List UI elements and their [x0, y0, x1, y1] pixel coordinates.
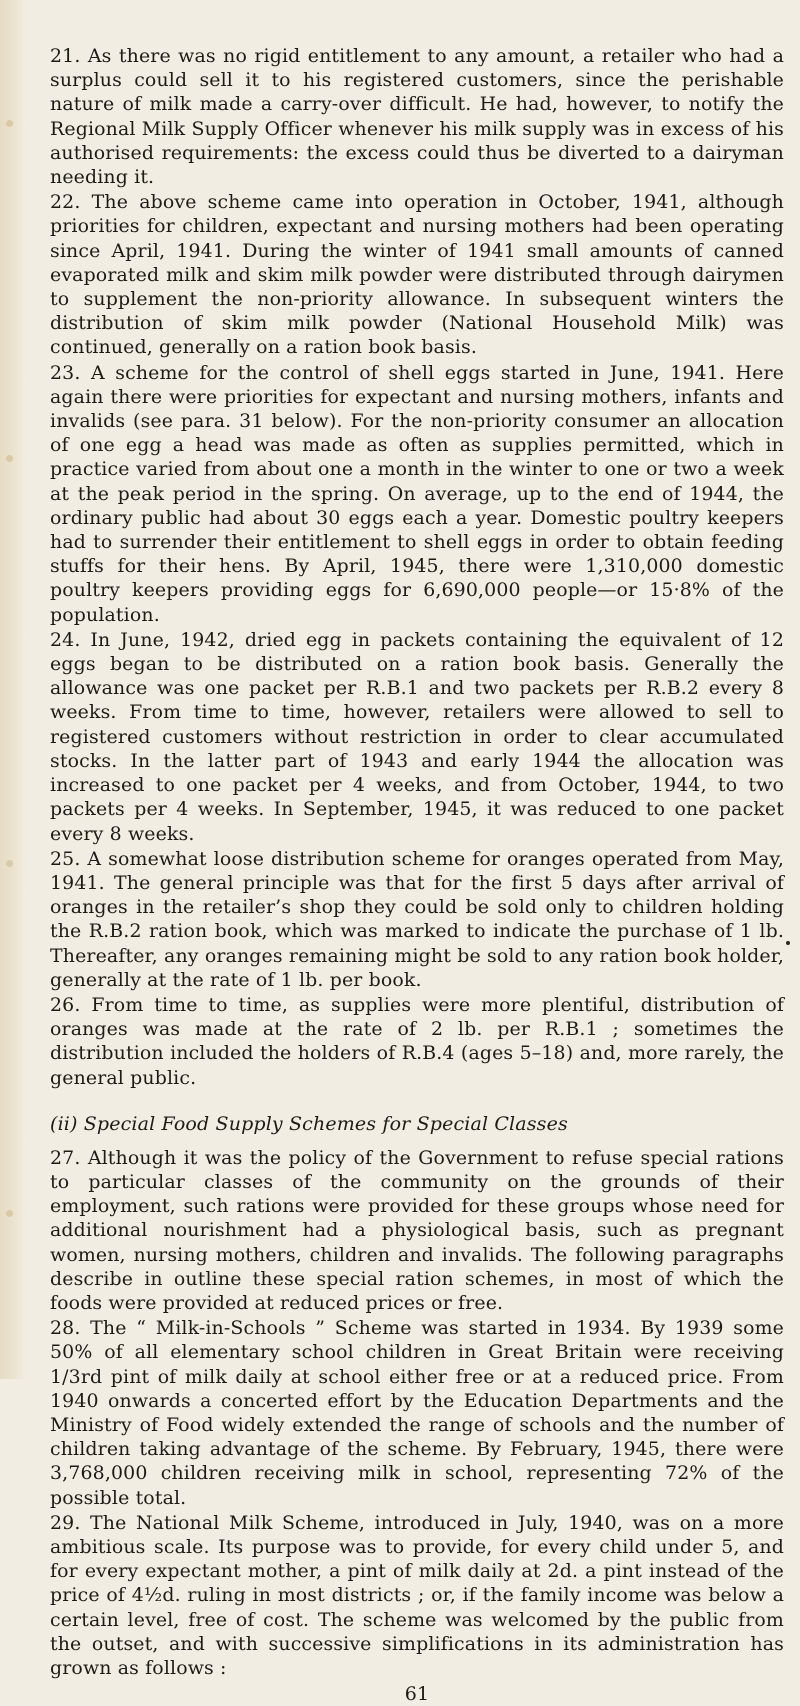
paragraph-24: 24. In June, 1942, dried egg in packets containing the equivalent of 12 eggs began to be distributed on a ration book basis. Generally the allowance was one packet per R.B.1 and two packets per R.B.2 every 8 weeks. From time to time, however, retailers were allowed to sell to registered customers without restriction in order to clear accumulated stocks. In the latter part of 1943 and early 1944 the allocation was increased to one packet per 4 weeks, and from October, 1944, to two packets per 4 weeks. In September, 1945, it was reduced to one packet every 8 weeks. [50, 628, 784, 845]
paper-spot [6, 120, 13, 127]
paragraph-26: 26. From time to time, as supplies were more plentiful, distribution of oranges was made at the rate of 2 lb. per R.B.1 ; sometimes the distribution included the holders of R.B.4 (ages 5–18) and, more rarely, the general public. [50, 993, 784, 1089]
ink-mark [786, 941, 790, 945]
paragraph-21: 21. As there was no rigid entitlement to any amount, a retailer who had a surplus could sell it to his registered customers, since the perishable nature of milk made a carry-over difficult. He had, however, to notify the Regional Milk Supply Officer whenever his milk supply was in excess of his authorised requirements: the excess could thus be diverted to a dairyman needing it. [50, 45, 784, 189]
paragraph-22: 22. The above scheme came into operation in October, 1941, although priorities for children, expectant and nursing mothers had been operating since April, 1941. During the winter of 1941 small amounts of canned evaporated milk and skim milk powder were distributed through dairymen to supplement the non-priority allowance. In subsequent winters the distribution of skim milk powder (National Household Milk) was continued, generally on a ration book basis. [50, 191, 784, 359]
page-binding-edge [0, 0, 26, 1379]
page-number: 61 [404, 1683, 430, 1706]
paragraph-28: 28. The “ Milk-in-Schools ” Scheme was started in 1934. By 1939 some 50% of all elementary school children in Great Britain were receiving 1/3rd pint of milk daily at school either free or at a reduced price. From 1940 onwards a concerted effort by the Education Departments and the Ministry of Food widely extended the range of schools and the number of children taking advantage of the scheme. By February, 1945, there were 3,768,000 children receiving milk in school, representing 72% of the possible total. [50, 1317, 784, 1509]
page-body [50, 44, 784, 1706]
section-heading: (ii) Special Food Supply Schemes for Special Classes [50, 1112, 568, 1135]
paragraph-27: 27. Although it was the policy of the Government to refuse special rations to particular classes of the community on the grounds of their employment, such rations were provided for these groups whose need for additional nourishment had a physiological basis, such as pregnant women, nursing mothers, children and invalids. The following paragraphs describe in outline these special ration schemes, in most of which the foods were provided at reduced prices or free. [50, 1146, 784, 1314]
paragraph-29: 29. The National Milk Scheme, introduced in July, 1940, was on a more ambitious scale. Its purpose was to provide, for every child under 5, and for every expectant mother, a pint of milk daily at 2d. a pint instead of the price of 4½d. ruling in most districts ; or, if the family income was below a certain level, free of cost. The scheme was welcomed by the public from the outset, and with successive simplifications in its administration has grown as follows : [50, 1511, 784, 1679]
paper-spot [6, 860, 13, 867]
paper-spot [6, 455, 13, 462]
paper-spot [6, 1210, 13, 1217]
paragraph-25: 25. A somewhat loose distribution scheme for oranges operated from May, 1941. The general principle was that for the first 5 days after arrival of oranges in the retailer’s shop they could be sold only to children holding the R.B.2 ration book, which was marked to indicate the purchase of 1 lb. Thereafter, any oranges remaining might be sold to any ration book holder, generally at the rate of 1 lb. per book. [50, 847, 784, 991]
paragraph-23: 23. A scheme for the control of shell eggs started in June, 1941. Here again there were priorities for expectant and nursing mothers, infants and invalids (see para. 31 below). For the non-priority consumer an allocation of one egg a head was made as often as supplies permitted, which in practice varied from about one a month in the winter to one or two a week at the peak period in the spring. On average, up to the end of 1944, the ordinary public had about 30 eggs each a year. Domestic poultry keepers had to surrender their entitlement to shell eggs in order to obtain feeding stuffs for their hens. By April, 1945, there were 1,310,000 domestic poultry keepers providing eggs for 6,690,000 people—or 15·8% of the population. [50, 361, 784, 626]
